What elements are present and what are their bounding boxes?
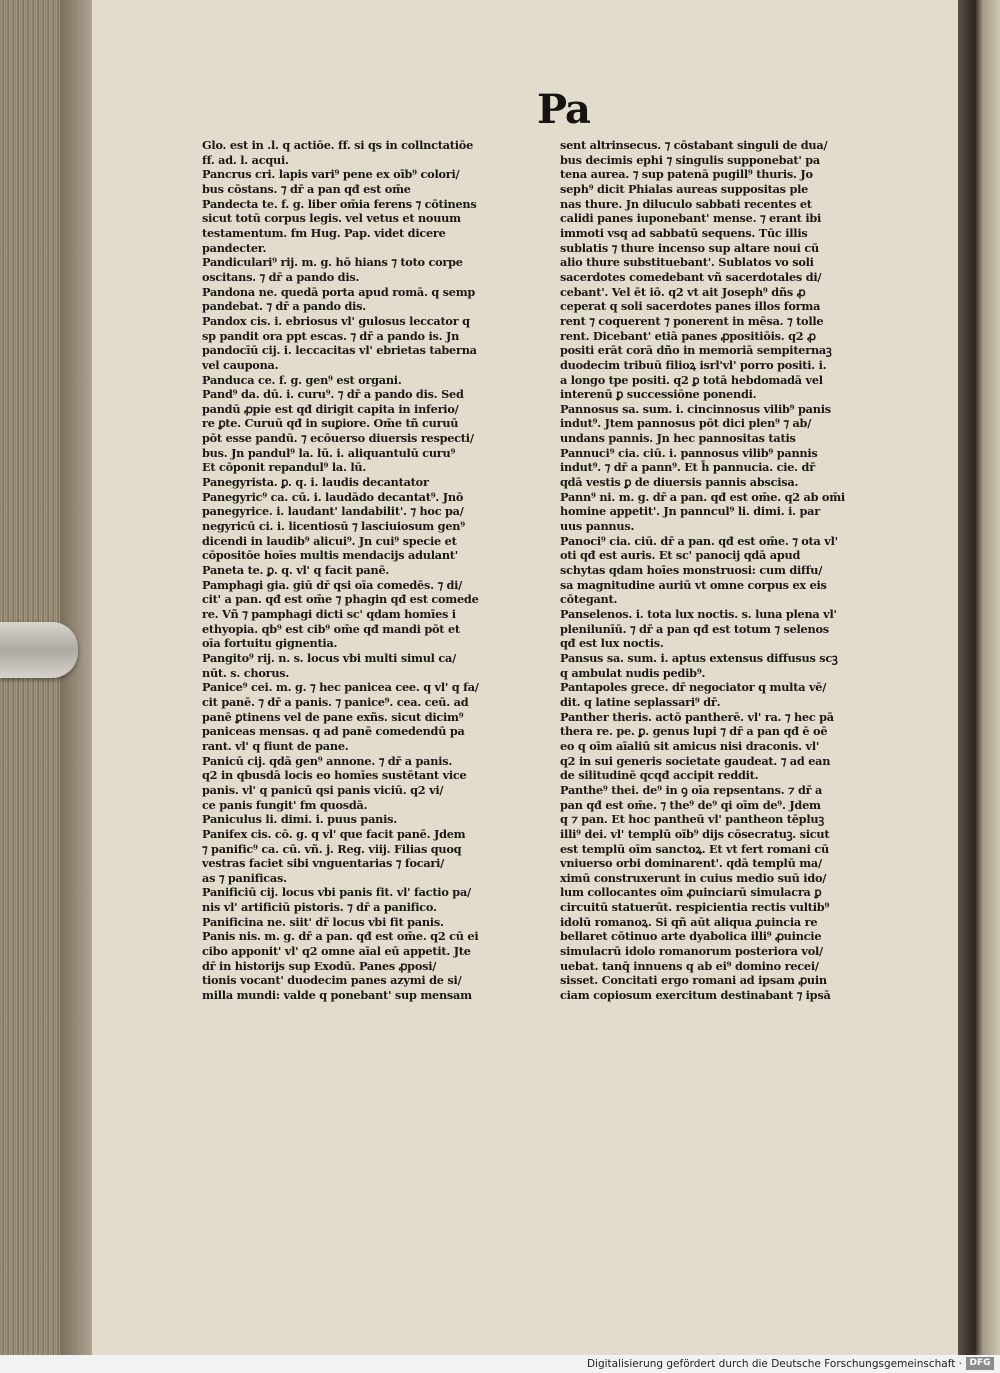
text-line: Pandiculari⁹ rij. m. g. hō hians ⁊ toto corpe (202, 255, 463, 270)
footer-bar (0, 1355, 1000, 1373)
text-line: rent ⁊ coquerent ⁊ ponerent in mēsa. ⁊ tolle (560, 313, 824, 328)
text-line: cōtegant. (560, 592, 618, 607)
text-line: sacerdotes comedebant vñ sacerdotales di/ (560, 269, 822, 284)
text-line: Panifex cis. cō. g. q vl' que facit panē. Jdem (202, 826, 466, 841)
text-line: tionis vocant' duodecim panes azymi de si/ (202, 973, 462, 988)
text-line: as ⁊ panificas. (202, 870, 287, 885)
text-line: uus pannus. (560, 519, 635, 534)
text-line: qđ est lux noctis. (560, 636, 664, 651)
text-line: Paniculus li. dimi. i. puus panis. (202, 812, 397, 827)
text-line: ce panis fungit' fm quosdā. (202, 797, 368, 812)
text-line: cibo apponit' vl' q2 omne aīal eū appetit. Jte (202, 944, 471, 959)
text-line: Pancrus cri. lapis vari⁹ pene ex oīb⁹ colori/ (202, 167, 460, 182)
text-line: sp pandit ora ppt escas. ⁊ dr̄ a pando is. Jn (202, 328, 460, 343)
text-line: Panselenos. i. tota lux noctis. s. luna plena vl' (560, 607, 837, 621)
text-line: ceperat q soli sacerdotes panes illos forma (560, 299, 821, 314)
text-line: idolū romanoꝝ. Si qñ aūt aliqua ꝓuincia re (560, 914, 818, 929)
text-line: duodecim tribuū filioꝝ isrl'vl' porro positi. i. (560, 357, 827, 372)
text-line: q ambulat nudis pedib⁹. (560, 665, 706, 680)
text-line: tena aurea. ⁊ sup patenā pugill⁹ thuris. Jo (560, 167, 813, 182)
facing-page-edge (958, 0, 1000, 1355)
text-line: Paneta te. ꝑ. q. vl' q facit panē. (202, 563, 390, 578)
text-line: alio thure substituebant'. Sublatos vo soli (560, 255, 814, 270)
text-line: q2 in sui generis societate gaudeat. ⁊ ad ean (560, 753, 831, 768)
text-line: Pantapoles grece. dr̄ negociator q multa vē/ (560, 680, 827, 695)
text-line: oti qđ est auris. Et sc' panocij qdā apud (560, 548, 801, 563)
text-line: Pandecta te. f. g. liber om̄ia ferens ⁊ cōtinens (202, 196, 477, 211)
text-line: q ⁊ pan. Et hoc pantheū vl' pantheon tēpluꝫ (560, 812, 824, 827)
text-line: interenū ꝑ successiōne ponendi. (560, 387, 757, 402)
text-line: est templū oīm sanctoꝝ. Et vt fert romani cū (560, 841, 829, 856)
text-line: cit panē. ⁊ dr̄ a panis. ⁊ panice⁹. cea. ceū. ad (202, 694, 469, 709)
dfg-logo: DFG (966, 1357, 994, 1370)
page-heading: Pa (537, 86, 590, 133)
text-line: ciam copiosum exercitum destinabant ⁊ ipsā (560, 988, 831, 1003)
text-line: Et cōponit repandul⁹ la. lū. (202, 460, 367, 475)
text-line: bus. Jn pandul⁹ la. lū. i. aliquantulū curu⁹ (202, 445, 456, 460)
text-line: pandocīū cij. i. leccacitas vl' ebrietas taberna (202, 343, 477, 358)
text-line: plenilunīū. ⁊ dr̄ a pan qđ est totum ⁊ selenos (560, 621, 829, 636)
text-line: pōt esse pandū. ⁊ ecōuerso diuersis respecti/ (202, 431, 474, 446)
text-line: illi⁹ dei. vl' templū oīb⁹ dijs cōsecratuꝫ. sicut (560, 826, 830, 841)
text-line: nis vl' artificiū pistoris. ⁊ dr̄ a panifico. (202, 900, 437, 915)
text-line: simulacrū idolo romanorum posteriora vol/ (560, 944, 823, 959)
text-line: qdā vestis ꝑ de diuersis pannis abscisa. (560, 475, 799, 490)
text-line: milla mundi: valde q ponebant' sup mensam (202, 988, 472, 1003)
text-line: panis. vl' q panicū qsi panis viciū. q2 vi/ (202, 782, 444, 797)
text-line: a longo tpe positi. q2 ꝑ totā hebdomadā vel (560, 372, 823, 387)
text-line: sisset. Concitati ergo romani ad ipsam ꝓuin (560, 973, 827, 988)
text-line: pandebat. ⁊ dr̄ a pando dis. (202, 299, 366, 314)
text-line: undans pannis. Jn hec pannositas tatis (560, 431, 796, 446)
text-line: Panice⁹ cei. m. g. ⁊ hec panicea cee. q vl' q fa/ (202, 680, 479, 695)
text-line: Pannosus sa. sum. i. cincinnosus vilib⁹ panis (560, 401, 831, 416)
text-line: Panduca ce. f. g. gen⁹ est organi. (202, 372, 402, 387)
text-line: re ꝑte. Curuū qđ in suꝑiore. Om̄e tñ curuū (202, 416, 459, 431)
text-line: dicendi in laudib⁹ alicui⁹. Jn cui⁹ specie et (202, 533, 457, 548)
text-line: Pamphagi gia. giū dr̄ qsi oīa comedēs. ⁊ di/ (202, 577, 463, 592)
text-line: eo q oīm aīaliū sit amicus nisi draconis. vl' (560, 738, 820, 753)
text-line: calidi panes iuponebant' mense. ⁊ erant ibi (560, 211, 822, 226)
text-line: sublatis ⁊ thure incenso sup altare noui cū (560, 240, 819, 255)
text-line: paniceas mensas. q ad panē comedendū pa (202, 724, 465, 739)
text-line: Panicū cij. qdā gen⁹ annone. ⁊ dr̄ a panis. (202, 753, 453, 768)
text-line: Panther theris. actō pantherē. vl' ra. ⁊ hec pā (560, 709, 834, 724)
text-line: cit' a pan. qđ est om̄e ⁊ phagin qđ est comede (202, 592, 479, 607)
text-line: Panthe⁹ thei. de⁹ in ꝯ oīa repsentans. ⁊ dr̄ a (560, 782, 823, 797)
text-line: indut⁹. ⁊ dr̄ a pann⁹. Et h̄ pannucia. cie. dr̄ (560, 460, 815, 475)
text-line: Pandox cis. i. ebriosus vl' gulosus leccator q (202, 313, 470, 328)
left-text-column (202, 138, 546, 1003)
text-line: Panegyric⁹ ca. cū. i. laudādo decantat⁹. Jnō (202, 489, 464, 504)
text-line: schytas qdam hoīes monstruosi: cum diffu/ (560, 563, 823, 578)
text-line: ⁊ panific⁹ ca. cū. vñ. j. Reg. viij. Filias quoq (202, 841, 462, 856)
funding-credit: Digitalisierung gefördert durch die Deutsche Forschungsgemeinschaft · (586, 1358, 962, 1370)
text-line: sa magnitudine auriū vt omne corpus ex eis (560, 577, 827, 592)
text-line: uebat. tanq̄ innuens q ab ei⁹ domino recei/ (560, 958, 819, 973)
text-line: Panificina ne. siit' dr̄ locus vbi fit panis. (202, 914, 444, 929)
text-line: Glo. est in .l. q actiōe. ff. si qs in collnctatiōe (202, 138, 474, 152)
text-line: sent altrinsecus. ⁊ cōstabant singuli de dua/ (560, 138, 828, 152)
text-line: vniuerso orbi dominarent'. qdā templū ma/ (560, 856, 822, 871)
text-line: panegyrice. i. laudant' landabilit'. ⁊ hoc pa/ (202, 504, 464, 519)
text-line: Panoci⁹ cia. ciū. dr̄ a pan. qđ est om̄e. ⁊ ota vl' (560, 533, 838, 548)
text-line: nas thure. Jn diluculo sabbati recentes et (560, 196, 812, 211)
text-line: dr̄ in historijs sup Exodū. Panes ꝓposi/ (202, 958, 437, 973)
text-line: Pandona ne. quedā porta apud romā. q semp (202, 284, 476, 299)
text-line: ximū construxerunt in cuius medio suū ido/ (560, 870, 827, 885)
text-line: sicut totū corpus legis. vel vetus et nouum (202, 211, 461, 226)
text-line: circuitū statuerūt. respicientia rectis vultib⁹ (560, 900, 830, 915)
text-line: ff. ad. l. acqui. (202, 152, 289, 167)
text-line: thera re. pe. ꝑ. genus lupi ⁊ dr̄ a pan qđ ē oē (560, 724, 828, 739)
text-line: rent. Dicebant' etiā panes ꝓpositiōis. q2 ꝓ (560, 328, 816, 343)
book-clamp (0, 622, 78, 678)
text-line: lum collocantes oīm ꝓuinciarū simulacra ꝑ (560, 885, 822, 900)
text-line: rant. vl' q fiunt de pane. (202, 738, 349, 753)
text-line: Panegyrista. ꝑ. q. i. laudis decantator (202, 475, 429, 490)
text-line: homine appetit'. Jn panncul⁹ li. dimi. i. par (560, 504, 820, 519)
right-text-column (560, 138, 900, 1003)
text-line: de silitudinē qcqđ accipit reddit. (560, 768, 759, 783)
text-line: cebant'. Vel ēt iō. q2 vt ait Joseph⁹ dñs ꝓ (560, 284, 806, 299)
text-line: bus decimis ephi ⁊ singulis supponebat' pa (560, 152, 820, 167)
text-line: bellaret cōtinuo arte dyabolica illi⁹ ꝓuincie (560, 929, 822, 944)
text-line: oīa fortuitu gignentia. (202, 636, 338, 651)
text-line: Panificiū cij. locus vbi panis fit. vl' factio pa/ (202, 885, 471, 900)
text-line: Pangito⁹ rij. n. s. locus vbi multi simul ca/ (202, 650, 456, 665)
text-line: ethyopia. qb⁹ est cib⁹ om̄e qđ mandi pōt et (202, 621, 460, 636)
text-line: negyricū ci. i. licentiosū ⁊ lasciuiosum gen⁹ (202, 519, 465, 534)
text-line: re. Vñ ⁊ pamphagi dicti sc' qdam homīes i (202, 607, 456, 621)
text-line: Pansus sa. sum. i. aptus extensus diffusus scꝫ (560, 650, 838, 665)
text-line: nūt. s. chorus. (202, 665, 290, 680)
text-line: vel caupona. (202, 357, 279, 372)
text-line: Pann⁹ ni. m. g. dr̄ a pan. qđ est om̄e. q2 ab om̄i (560, 489, 845, 504)
text-line: dit. q latine seplassari⁹ dr̄. (560, 694, 721, 709)
text-line: q2 in qbusdā locis eo homīes sustētant vice (202, 768, 467, 783)
text-line: Pand⁹ da. dū. i. curu⁹. ⁊ dr̄ a pando dis. Sed (202, 387, 464, 402)
text-line: Pannuci⁹ cia. ciū. i. pannosus vilib⁹ pannis (560, 445, 818, 460)
text-line: testamentum. fm Hug. Pap. videt dicere (202, 225, 446, 240)
text-line: pan qđ est om̄e. ⁊ the⁹ de⁹ qi oīm de⁹. Jdem (560, 797, 821, 812)
text-line: seph⁹ dicit Phialas aureas suppositas ple (560, 181, 809, 196)
text-line: pandū ꝓpie est qđ dirigit capita in inferio/ (202, 401, 459, 416)
text-line: cōpositōe hoīes multis mendacijs adulant' (202, 548, 458, 563)
text-line: immoti vsq ad sabbatū sequens. Tūc illis (560, 225, 808, 240)
text-line: oscitans. ⁊ dr̄ a pando dis. (202, 269, 360, 284)
text-line: panē ꝑtinens vel de pane exñs. sicut dicim⁹ (202, 709, 464, 724)
text-line: pandecter. (202, 240, 267, 255)
text-line: Panis nis. m. g. dr̄ a pan. qđ est om̄e. q2 cū ei (202, 929, 479, 944)
text-line: positi erāt corā dño in memoriā sempiternaꝫ (560, 343, 832, 358)
text-line: bus cōstans. ⁊ dr̄ a pan qđ est om̄e (202, 181, 411, 196)
text-line: indut⁹. Jtem pannosus pōt dici plen⁹ ⁊ ab/ (560, 416, 812, 431)
text-line: vestras faciet sibi vnguentarias ⁊ focari/ (202, 856, 445, 871)
